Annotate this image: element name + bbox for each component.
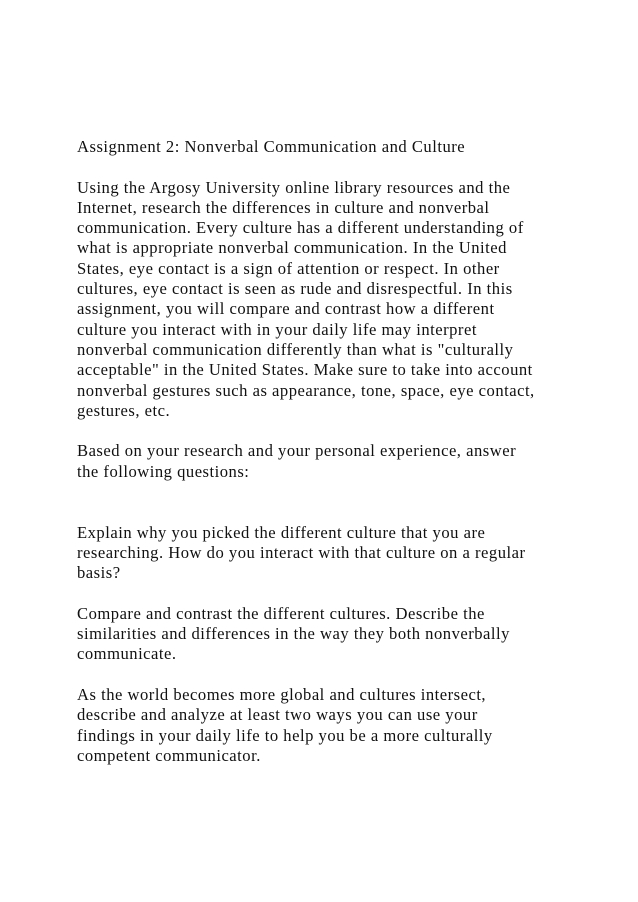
paragraph-line: describe and analyze at least two ways you can use your xyxy=(77,705,478,725)
intro-paragraph xyxy=(77,178,597,422)
paragraph-line: competent communicator. xyxy=(77,745,261,765)
paragraph-line: communication. Every culture has a different understanding of xyxy=(77,218,524,238)
paragraph-line: acceptable" in the United States. Make sure to take into account xyxy=(77,360,533,380)
paragraph-spacer xyxy=(77,584,597,604)
paragraph-line: As the world becomes more global and cultures intersect, xyxy=(77,685,487,705)
paragraph-line: basis? xyxy=(77,563,121,583)
paragraph-line: the following questions: xyxy=(77,461,250,481)
paragraph-line: similarities and differences in the way they both nonverbally xyxy=(77,624,510,644)
paragraph-line: cultures, eye contact is seen as rude and disrespectful. In this xyxy=(77,279,513,299)
paragraph-line: culture you interact with in your daily life may interpret xyxy=(77,319,477,339)
paragraph-line: Based on your research and your personal experience, answer xyxy=(77,441,517,461)
document-title: Assignment 2: Nonverbal Communication and Culture xyxy=(77,137,466,156)
paragraph-line: researching. How do you interact with that culture on a regular xyxy=(77,542,526,562)
paragraph-line: gestures, etc. xyxy=(77,400,171,420)
paragraph-line: Explain why you picked the different culture that you are xyxy=(77,522,486,542)
paragraph-spacer xyxy=(77,482,597,523)
paragraph-line: findings in your daily life to help you be a more culturally xyxy=(77,725,493,745)
question-1 xyxy=(77,523,597,584)
question-2 xyxy=(77,604,597,665)
paragraph-spacer xyxy=(77,665,597,685)
paragraph-line: assignment, you will compare and contrast how a different xyxy=(77,299,495,319)
prompt-paragraph xyxy=(77,441,597,482)
paragraph-line: States, eye contact is a sign of attention or respect. In other xyxy=(77,258,500,278)
paragraph-line: communicate. xyxy=(77,644,177,664)
paragraph-line: Internet, research the differences in culture and nonverbal xyxy=(77,197,490,217)
paragraph-spacer xyxy=(77,157,597,177)
question-3 xyxy=(77,685,597,766)
paragraph-spacer xyxy=(77,421,597,441)
paragraph-line: nonverbal communication differently than what is "culturally xyxy=(77,339,514,359)
paragraph-line: what is appropriate nonverbal communication. In the United xyxy=(77,238,507,258)
paragraph-line: Using the Argosy University online library resources and the xyxy=(77,177,511,197)
paragraph-line: nonverbal gestures such as appearance, tone, space, eye contact, xyxy=(77,380,535,400)
paragraph-line: Compare and contrast the different cultures. Describe the xyxy=(77,603,485,623)
document-body xyxy=(77,137,597,766)
